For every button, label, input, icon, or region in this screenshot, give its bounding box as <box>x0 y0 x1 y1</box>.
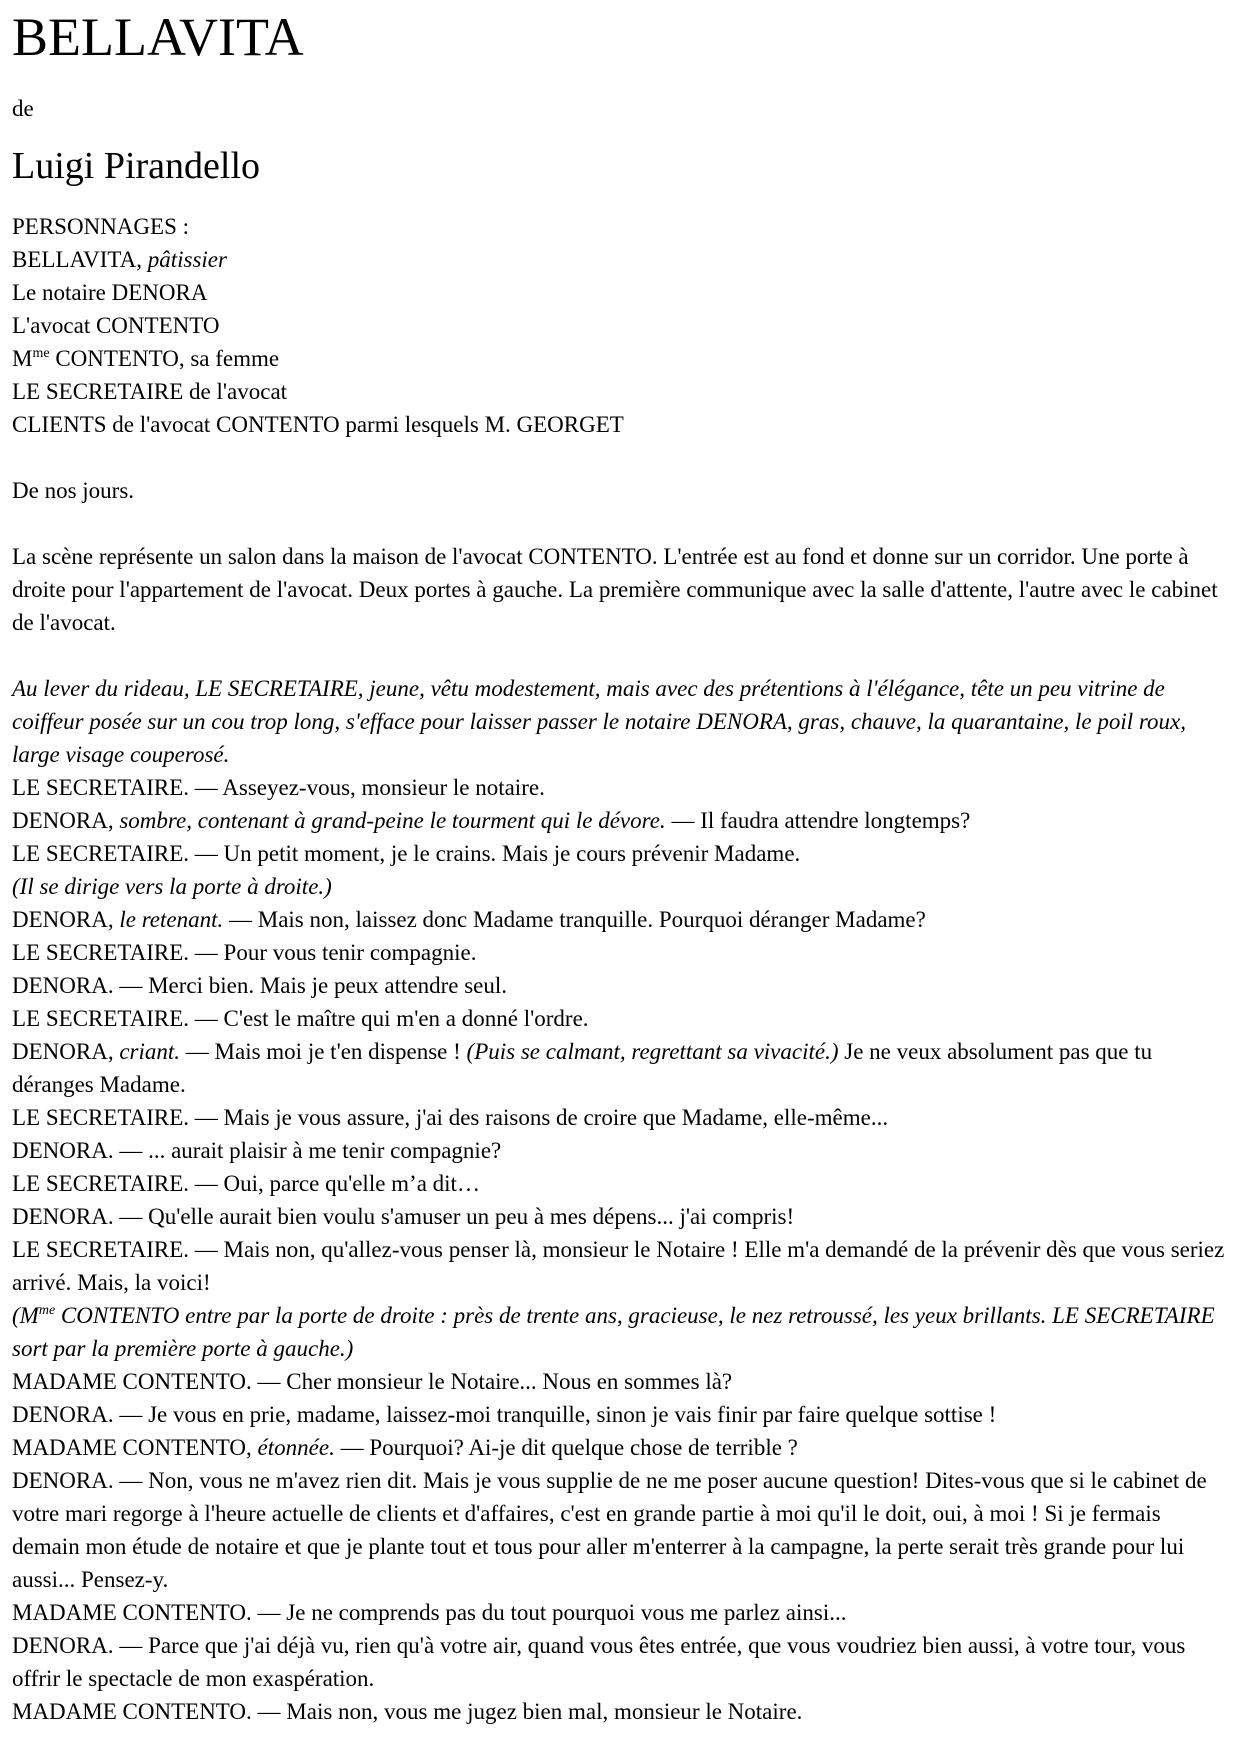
stage-direction-superscript: me <box>38 1303 56 1318</box>
dialogue-line: DENORA. — Je vous en prie, madame, laissez-moi tranquille, sinon je vais finir par faire quelque sottise ! <box>12 1402 997 1427</box>
stage-direction-text: (M <box>12 1303 39 1328</box>
dialogue-line: LE SECRETAIRE. — Mais non, qu'allez-vous penser là, monsieur le Notaire ! Elle m'a demandé de la prévenir dès que vous seriez arrivé. Mais, la voici! <box>12 1237 1225 1295</box>
dialogue-line: MADAME CONTENTO. — Mais non, vous me jugez bien mal, monsieur le Notaire. <box>12 1699 803 1724</box>
stage-direction: (Puis se calmant, regrettant sa vivacité.) <box>466 1039 839 1064</box>
dialogue-line: DENORA. — Parce que j'ai déjà vu, rien qu'à votre air, quand vous êtes entrée, que vous voudriez bien aussi, à votre tour, vous offrir le spectacle de mon exaspération. <box>12 1633 1186 1691</box>
character-mme-contento <box>12 342 1228 375</box>
character-role: pâtissier <box>147 247 227 272</box>
stage-direction <box>12 1299 1228 1365</box>
dialogue-line: MADAME CONTENTO. — Je ne comprends pas du tout pourquoi vous me parlez ainsi... <box>12 1600 847 1625</box>
character-name: CONTENTO, sa femme <box>49 346 280 371</box>
dialogue-line: LE SECRETAIRE. — Pour vous tenir compagnie. <box>12 940 477 965</box>
by-line: de <box>12 96 34 121</box>
dialogue-line: LE SECRETAIRE. — C'est le maître qui m'en a donné l'ordre. <box>12 1006 589 1031</box>
dialogue-text: — Il faudra attendre longtemps? <box>665 808 971 833</box>
dialogue-line: LE SECRETAIRE. — Un petit moment, je le crains. Mais je cours prévenir Madame. <box>12 841 801 866</box>
speaker: DENORA, <box>12 1039 120 1064</box>
character-denora: Le notaire DENORA <box>12 280 208 305</box>
character-prefix: M <box>12 346 33 371</box>
character-secretaire: LE SECRETAIRE de l'avocat <box>12 379 288 404</box>
character-bellavita <box>12 243 1228 276</box>
character-list <box>12 210 1228 441</box>
character-clients: CLIENTS de l'avocat CONTENTO parmi lesquels M. GEORGET <box>12 412 624 437</box>
setting-time: De nos jours. <box>12 478 135 503</box>
stage-direction: le retenant. <box>119 907 224 932</box>
stage-direction: sombre, contenant à grand-peine le tourment qui le dévore. <box>119 808 666 833</box>
speaker: DENORA, <box>12 808 120 833</box>
dialogue-line <box>12 1431 1228 1464</box>
speaker: MADAME CONTENTO, <box>12 1435 258 1460</box>
dialogue-line: LE SECRETAIRE. — Mais je vous assure, j'ai des raisons de croire que Madame, elle-même... <box>12 1105 889 1130</box>
dialogue-text: — Mais non, laissez donc Madame tranquille. Pourquoi déranger Madame? <box>223 907 926 932</box>
dialogue-text: — Pourquoi? Ai-je dit quelque chose de terrible ? <box>334 1435 798 1460</box>
dialogue-text: — Mais moi je t'en dispense ! <box>180 1039 467 1064</box>
play-text <box>12 672 1228 1728</box>
stage-direction-text: CONTENTO entre par la porte de droite : près de trente ans, gracieuse, le nez retroussé, les yeux brillants. LE SECRETAIRE sort par la première porte à gauche.) <box>12 1303 1215 1361</box>
play-title: BELLAVITA <box>12 7 304 67</box>
dialogue-line <box>12 1035 1228 1101</box>
dialogue-line <box>12 804 1228 837</box>
speaker: DENORA, <box>12 907 120 932</box>
stage-direction: Au lever du rideau, LE SECRETAIRE, jeune, vêtu modestement, mais avec des prétentions à l'élégance, tête un peu vitrine de coiffeur posée sur un cou trop long, s'efface pour laisser passer le notaire DENORA, gras, chauve, la quarantaine, le poil roux, large visage couperosé. <box>12 676 1186 767</box>
dialogue-line: MADAME CONTENTO. — Cher monsieur le Notaire... Nous en sommes là? <box>12 1369 733 1394</box>
dialogue-line: DENORA. — Qu'elle aurait bien voulu s'amuser un peu à mes dépens... j'ai compris! <box>12 1204 795 1229</box>
characters-heading: PERSONNAGES : <box>12 214 190 239</box>
dialogue-line: DENORA. — Non, vous ne m'avez rien dit. Mais je vous supplie de ne me poser aucune question! Dites-vous que si le cabinet de votre mari regorge à l'heure actuelle de clients et d'affaires, c'est en grande partie à moi qu'il le doit, oui, à moi ! Si je fermais demain mon étude de notaire et que je plante tout et tous pour aller m'enterrer à la campagne, la perte serait très grande pour lui aussi... Pensez-y. <box>12 1468 1207 1592</box>
author-name: Luigi Pirandello <box>12 145 261 187</box>
character-name: BELLAVITA, <box>12 247 148 272</box>
stage-direction: (Il se dirige vers la porte à droite.) <box>12 874 332 899</box>
character-contento: L'avocat CONTENTO <box>12 313 220 338</box>
dialogue-line: LE SECRETAIRE. — Asseyez-vous, monsieur le notaire. <box>12 775 545 800</box>
stage-direction: criant. <box>119 1039 181 1064</box>
stage-direction: étonnée. <box>257 1435 335 1460</box>
dialogue-text: Je ne veux absolument pas que tu déranges Madame. <box>12 1039 1153 1097</box>
dialogue-line <box>12 903 1228 936</box>
dialogue-line: DENORA. — Merci bien. Mais je peux attendre seul. <box>12 973 508 998</box>
dialogue-line: LE SECRETAIRE. — Oui, parce qu'elle m’a dit… <box>12 1171 480 1196</box>
character-superscript: me <box>32 346 50 361</box>
dialogue-line: DENORA. — ... aurait plaisir à me tenir compagnie? <box>12 1138 502 1163</box>
setting-scene: La scène représente un salon dans la maison de l'avocat CONTENTO. L'entrée est au fond et donne sur un corridor. Une porte à droite pour l'appartement de l'avocat. Deux portes à gauche. La première communique avec la salle d'attente, l'autre avec le cabinet de l'avocat. <box>12 544 1218 635</box>
